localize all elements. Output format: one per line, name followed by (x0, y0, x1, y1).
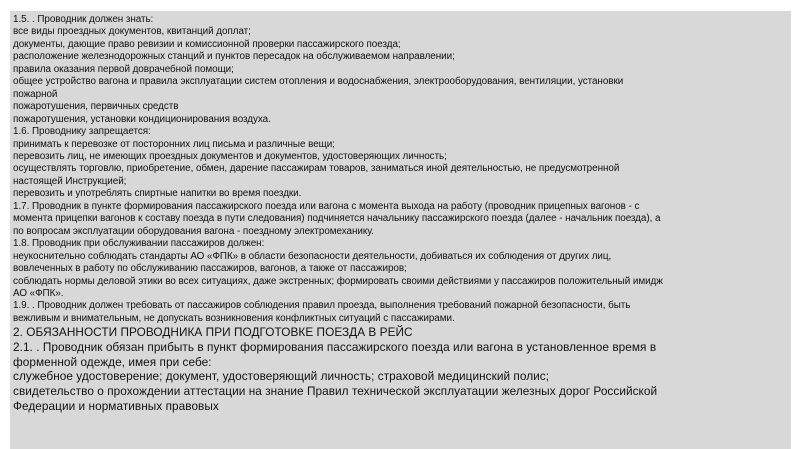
text-line: принимать к перевозке от посторонних лиц письма и различные вещи; (13, 138, 335, 150)
text-line: пожаротушения, первичных средств (13, 101, 179, 113)
text-line: 2.1. . Проводник обязан прибыть в пункт формирования пассажирского поезда или вагона в установленное время в (13, 340, 657, 355)
text-line: форменной одежде, имея при себе: (13, 354, 212, 369)
text-line: 1.9. . Проводник должен требовать от пассажиров соблюдения правил проезда, выполнения требований пожарной безопасности, быть (13, 300, 631, 312)
text-line: настоящей Инструкцией; (13, 175, 127, 187)
text-line: перевозить лиц, не имеющих проездных документов и документов, удостоверяющих личность; (13, 150, 447, 162)
text-line: Федерации и нормативных правовых (13, 398, 219, 413)
text-line: пожаротушения, установки кондиционирования воздуха. (13, 113, 271, 125)
instruction-text (13, 14, 789, 414)
instruction-section-2 (13, 325, 789, 413)
instruction-section-1 (13, 14, 789, 325)
section-heading: 2. ОБЯЗАННОСТИ ПРОВОДНИКА ПРИ ПОДГОТОВКЕ ПОЕЗДА В РЕЙС (13, 325, 413, 340)
text-line: момента прицепки вагонов к составу поезда в пути следования) подчиняется начальнику пассажирского поезда (далее - начальник поезда), а (13, 213, 661, 225)
text-line: по вопросам эксплуатации оборудования вагона - поездному электромеханику. (13, 225, 374, 237)
text-line: свидетельство о прохождении аттестации на знание Правил технической эксплуатации железных дорог Российской (13, 384, 658, 399)
text-line: вовлеченных в работу по обслуживанию пассажиров, вагонов, а также от пассажиров; (13, 263, 407, 275)
text-line: 1.5. . Проводник должен знать: (13, 14, 154, 25)
text-line: соблюдать нормы деловой этики во всех ситуациях, даже экстренных; формировать своими действиями у пассажиров положительный имидж (13, 275, 663, 287)
text-line: все виды проездных документов, квитанций доплат; (13, 26, 251, 38)
text-line: 1.8. Проводник при обслуживании пассажиров должен: (13, 238, 265, 250)
text-line: осуществлять торговлю, приобретение, обмен, дарение пассажирам товаров, заниматься иной деятельностью, не предусмотренной (13, 163, 620, 175)
text-line: общее устройство вагона и правила эксплуатации систем отопления и водоснабжения, электрооборудования, вентиляции, установки (13, 76, 624, 88)
text-line: пожарной (13, 88, 58, 100)
text-line: правила оказания первой доврачебной помощи; (13, 63, 234, 75)
text-line: АО «ФПК». (13, 287, 64, 299)
text-line: 1.7. Проводник в пункте формирования пассажирского поезда или вагона с момента выхода на работу (проводник прицепных вагонов - с (13, 200, 640, 212)
text-line: документы, дающие право ревизии и комиссионной проверки пассажирского поезда; (13, 38, 401, 50)
text-panel (10, 11, 791, 449)
text-line: служебное удостоверение; документ, удостоверяющий личность; страховой медицинский полис; (13, 369, 550, 384)
text-line: 1.6. Проводнику запрещается: (13, 126, 151, 138)
text-line: неукоснительно соблюдать стандарты АО «ФПК» в области безопасности деятельности, добиваться их соблюдения от других лиц, (13, 250, 612, 262)
text-line: вежливым и внимательным, не допускать возникновения конфликтных ситуаций с пассажирами. (13, 312, 455, 324)
text-line: перевозить и употреблять спиртные напитки во время поездки. (13, 188, 302, 200)
text-line: расположение железнодорожных станций и пунктов пересадок на обслуживаемом направлении; (13, 51, 455, 63)
